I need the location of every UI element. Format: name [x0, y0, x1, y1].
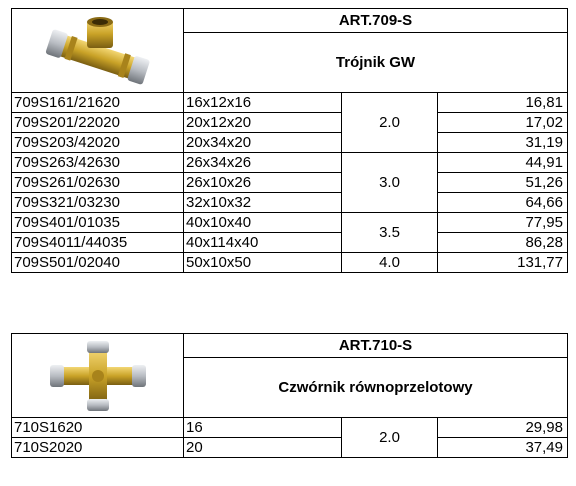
table-cell-price: 44,91 [438, 153, 568, 173]
table-cell-code: 710S1620 [12, 418, 184, 438]
table-cell-group: 2.0 [342, 418, 438, 458]
table-cell-price: 31,19 [438, 133, 568, 153]
product-image-cell [12, 334, 184, 418]
table-cell-price: 17,02 [438, 113, 568, 133]
price-table-710s [11, 333, 568, 458]
table-cell-price: 86,28 [438, 233, 568, 253]
table-cell-code: 709S321/03230 [12, 193, 184, 213]
table-cell-code: 709S261/02630 [12, 173, 184, 193]
table-cell-dimension: 26x34x26 [184, 153, 342, 173]
article-code-header: ART.709-S [184, 9, 568, 33]
article-code-header: ART.710-S [184, 334, 568, 358]
table-cell-group: 4.0 [342, 253, 438, 273]
table-cell-code: 709S4011/44035 [12, 233, 184, 253]
table-cell-dimension: 16x12x16 [184, 93, 342, 113]
table-cell-code: 709S401/01035 [12, 213, 184, 233]
table-cell-price: 37,49 [438, 438, 568, 458]
table-cell-price: 29,98 [438, 418, 568, 438]
table-cell-price: 64,66 [438, 193, 568, 213]
table-cell-price: 16,81 [438, 93, 568, 113]
table-cell-price: 77,95 [438, 213, 568, 233]
table-cell-dimension: 20x12x20 [184, 113, 342, 133]
table-cell-dimension: 16 [184, 418, 342, 438]
table-cell-code: 710S2020 [12, 438, 184, 458]
table-cell-price: 131,77 [438, 253, 568, 273]
brass-cross-fitting-icon [46, 339, 150, 413]
table-cell-dimension: 40x10x40 [184, 213, 342, 233]
table-cell-code: 709S161/21620 [12, 93, 184, 113]
table-cell-code: 709S201/22020 [12, 113, 184, 133]
table-cell-code: 709S501/02040 [12, 253, 184, 273]
table-cell-code: 709S203/42020 [12, 133, 184, 153]
product-name-header: Czwórnik równoprzelotowy [184, 358, 568, 418]
table-cell-dimension: 40x114x40 [184, 233, 342, 253]
product-image-cell [12, 9, 184, 93]
price-table-709s [11, 8, 568, 273]
table-cell-dimension: 20x34x20 [184, 133, 342, 153]
table-cell-group: 3.0 [342, 153, 438, 213]
table-cell-dimension: 20 [184, 438, 342, 458]
product-name-header: Trójnik GW [184, 33, 568, 93]
table-cell-dimension: 50x10x50 [184, 253, 342, 273]
table-cell-dimension: 26x10x26 [184, 173, 342, 193]
table-cell-group: 2.0 [342, 93, 438, 153]
brass-tee-fitting-icon [43, 16, 153, 86]
table-cell-dimension: 32x10x32 [184, 193, 342, 213]
table-cell-code: 709S263/42630 [12, 153, 184, 173]
table-cell-price: 51,26 [438, 173, 568, 193]
table-cell-group: 3.5 [342, 213, 438, 253]
